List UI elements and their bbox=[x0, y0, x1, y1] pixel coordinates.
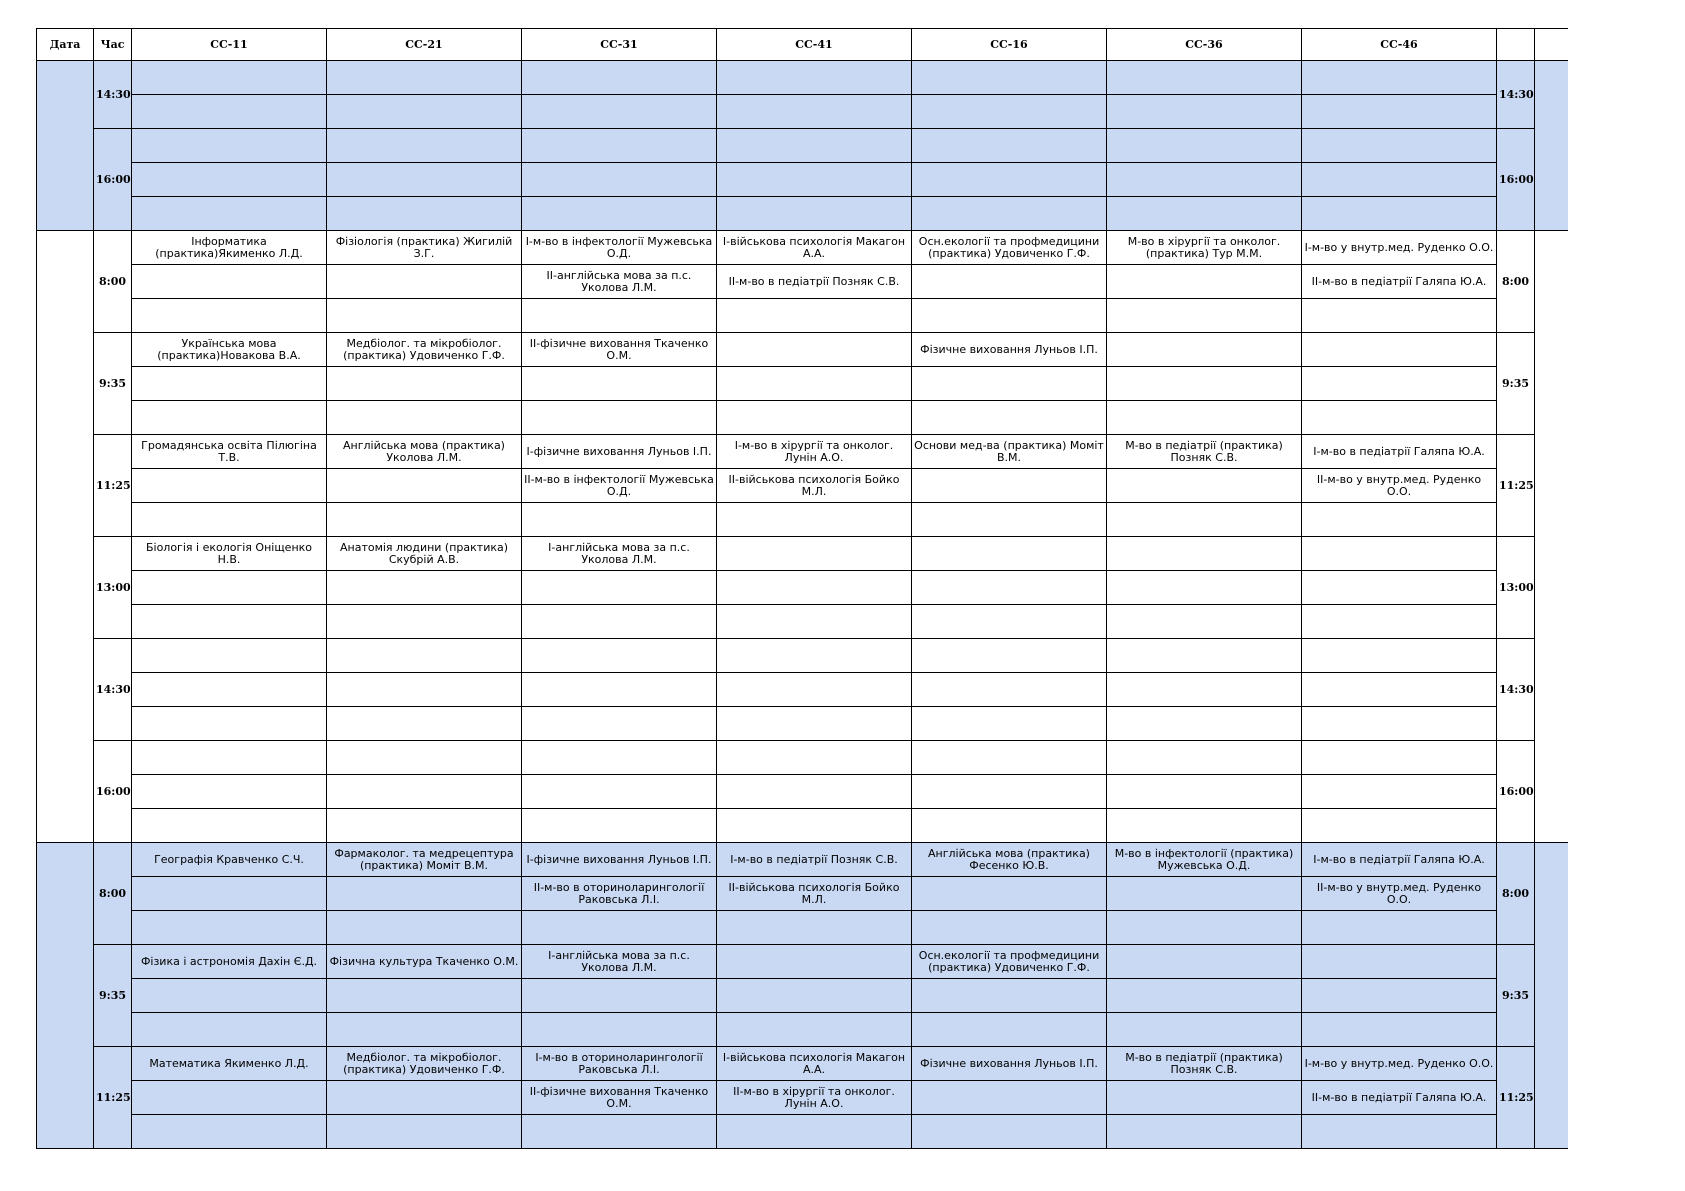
lesson-cell bbox=[522, 299, 717, 333]
lesson-cell bbox=[1302, 639, 1497, 673]
lesson-cell: М-во в інфектології (практика) Мужевська О.Д. bbox=[1107, 843, 1302, 877]
lesson-cell: І-м-во в хірургії та онколог. Лунін А.О. bbox=[717, 435, 912, 469]
schedule-row bbox=[37, 911, 1569, 945]
lesson-cell: ІІ-м-во у внутр.мед. Руденко О.О. bbox=[1302, 877, 1497, 911]
lesson-cell bbox=[1302, 299, 1497, 333]
day-label-cell bbox=[37, 843, 94, 1149]
time-cell-right: 9:35 bbox=[1497, 333, 1535, 435]
lesson-cell bbox=[717, 537, 912, 571]
lesson-cell bbox=[327, 605, 522, 639]
lesson-cell bbox=[717, 741, 912, 775]
lesson-cell: ІІ-м-во в інфектології Мужевська О.Д. bbox=[522, 469, 717, 503]
lesson-cell bbox=[132, 503, 327, 537]
lesson-cell bbox=[132, 809, 327, 843]
schedule-row bbox=[37, 639, 1569, 673]
lesson-cell: Англійська мова (практика) Фесенко Ю.В. bbox=[912, 843, 1107, 877]
lesson-cell: І-м-во в оториноларингології Раковська Л.І. bbox=[522, 1047, 717, 1081]
lesson-cell bbox=[1107, 809, 1302, 843]
lesson-cell bbox=[327, 979, 522, 1013]
lesson-cell bbox=[1107, 775, 1302, 809]
lesson-cell: І-англійська мова за п.с. Уколова Л.М. bbox=[522, 537, 717, 571]
time-cell-right: 14:30 bbox=[1497, 639, 1535, 741]
group-header: СС-46 bbox=[1302, 29, 1497, 61]
day-label-cell-right bbox=[1535, 61, 1569, 231]
lesson-cell: Англійська мова (практика) Уколова Л.М. bbox=[327, 435, 522, 469]
lesson-cell bbox=[327, 299, 522, 333]
lesson-cell bbox=[327, 911, 522, 945]
time-cell: 13:00 bbox=[94, 537, 132, 639]
lesson-cell bbox=[1302, 809, 1497, 843]
lesson-cell: ІІ-м-во в оториноларингології Раковська Л.І. bbox=[522, 877, 717, 911]
lesson-cell bbox=[132, 877, 327, 911]
lesson-cell bbox=[1302, 775, 1497, 809]
lesson-cell bbox=[1107, 1081, 1302, 1115]
lesson-cell bbox=[522, 61, 717, 95]
time-cell: 14:30 bbox=[94, 639, 132, 741]
lesson-cell bbox=[1302, 197, 1497, 231]
lesson-cell bbox=[522, 503, 717, 537]
lesson-cell: Інформатика (практика)Якименко Л.Д. bbox=[132, 231, 327, 265]
lesson-cell bbox=[717, 299, 912, 333]
schedule-row bbox=[37, 1081, 1569, 1115]
lesson-cell bbox=[912, 1115, 1107, 1149]
lesson-cell bbox=[1107, 299, 1302, 333]
lesson-cell bbox=[132, 299, 327, 333]
lesson-cell bbox=[327, 1115, 522, 1149]
lesson-cell bbox=[132, 911, 327, 945]
lesson-cell bbox=[132, 1081, 327, 1115]
lesson-cell bbox=[327, 163, 522, 197]
lesson-cell bbox=[132, 197, 327, 231]
schedule-row bbox=[37, 129, 1569, 163]
time-header: Час bbox=[94, 29, 132, 61]
schedule-table bbox=[36, 28, 1568, 1149]
lesson-cell bbox=[717, 639, 912, 673]
lesson-cell: І-фізичне виховання Луньов І.П. bbox=[522, 435, 717, 469]
lesson-cell bbox=[912, 707, 1107, 741]
lesson-cell bbox=[912, 1081, 1107, 1115]
lesson-cell bbox=[912, 605, 1107, 639]
schedule-row bbox=[37, 469, 1569, 503]
day-label-cell-right bbox=[1535, 231, 1569, 843]
lesson-cell bbox=[717, 1013, 912, 1047]
schedule-row bbox=[37, 265, 1569, 299]
schedule-sheet bbox=[36, 28, 1568, 1164]
lesson-cell bbox=[132, 129, 327, 163]
lesson-cell bbox=[522, 741, 717, 775]
lesson-cell bbox=[522, 809, 717, 843]
lesson-cell bbox=[1107, 877, 1302, 911]
lesson-cell bbox=[912, 877, 1107, 911]
day-label-cell bbox=[37, 231, 94, 843]
time-cell: 14:30 bbox=[94, 61, 132, 129]
lesson-cell: Медбіолог. та мікробіолог. (практика) Удовиченко Г.Ф. bbox=[327, 333, 522, 367]
lesson-cell bbox=[717, 197, 912, 231]
lesson-cell bbox=[717, 571, 912, 605]
group-header: СС-16 bbox=[912, 29, 1107, 61]
lesson-cell bbox=[1302, 503, 1497, 537]
lesson-cell bbox=[912, 469, 1107, 503]
lesson-cell bbox=[327, 197, 522, 231]
group-header: СС-41 bbox=[717, 29, 912, 61]
lesson-cell bbox=[522, 775, 717, 809]
lesson-cell bbox=[522, 401, 717, 435]
lesson-cell bbox=[912, 503, 1107, 537]
schedule-row bbox=[37, 299, 1569, 333]
lesson-cell bbox=[912, 401, 1107, 435]
time-cell: 16:00 bbox=[94, 129, 132, 231]
day-label-cell-right bbox=[1535, 843, 1569, 1149]
lesson-cell bbox=[327, 639, 522, 673]
schedule-row bbox=[37, 571, 1569, 605]
lesson-cell bbox=[522, 605, 717, 639]
schedule-row bbox=[37, 1047, 1569, 1081]
schedule-row bbox=[37, 1115, 1569, 1149]
lesson-cell bbox=[717, 163, 912, 197]
time-cell: 11:25 bbox=[94, 435, 132, 537]
lesson-cell bbox=[132, 1115, 327, 1149]
lesson-cell bbox=[1302, 673, 1497, 707]
lesson-cell bbox=[327, 877, 522, 911]
lesson-cell bbox=[1302, 95, 1497, 129]
lesson-cell: І-м-во у внутр.мед. Руденко О.О. bbox=[1302, 231, 1497, 265]
lesson-cell bbox=[327, 95, 522, 129]
lesson-cell: ІІ-м-во в педіатрії Позняк С.В. bbox=[717, 265, 912, 299]
time-cell-right: 14:30 bbox=[1497, 61, 1535, 129]
schedule-row bbox=[37, 843, 1569, 877]
time-cell: 9:35 bbox=[94, 945, 132, 1047]
lesson-cell bbox=[327, 571, 522, 605]
lesson-cell bbox=[1107, 979, 1302, 1013]
lesson-cell bbox=[522, 163, 717, 197]
lesson-cell bbox=[522, 1013, 717, 1047]
lesson-cell bbox=[717, 61, 912, 95]
lesson-cell bbox=[132, 163, 327, 197]
lesson-cell bbox=[912, 367, 1107, 401]
lesson-cell bbox=[327, 367, 522, 401]
lesson-cell bbox=[1302, 537, 1497, 571]
lesson-cell: ІІ-військова психологія Бойко М.Л. bbox=[717, 877, 912, 911]
lesson-cell bbox=[132, 95, 327, 129]
lesson-cell bbox=[1107, 1013, 1302, 1047]
lesson-cell bbox=[717, 401, 912, 435]
lesson-cell bbox=[327, 673, 522, 707]
lesson-cell: І-фізичне виховання Луньов І.П. bbox=[522, 843, 717, 877]
lesson-cell bbox=[912, 299, 1107, 333]
schedule-row bbox=[37, 775, 1569, 809]
lesson-cell bbox=[1107, 537, 1302, 571]
lesson-cell bbox=[132, 469, 327, 503]
lesson-cell bbox=[1302, 571, 1497, 605]
lesson-cell: Фізичне виховання Луньов І.П. bbox=[912, 1047, 1107, 1081]
time-cell: 8:00 bbox=[94, 231, 132, 333]
lesson-cell bbox=[327, 1013, 522, 1047]
lesson-cell: ІІ-військова психологія Бойко М.Л. bbox=[717, 469, 912, 503]
lesson-cell bbox=[132, 401, 327, 435]
lesson-cell bbox=[1107, 333, 1302, 367]
group-header: СС-11 bbox=[132, 29, 327, 61]
lesson-cell bbox=[912, 1013, 1107, 1047]
lesson-cell: Українська мова (практика)Новакова В.А. bbox=[132, 333, 327, 367]
lesson-cell: І-м-во в педіатрії Галяпа Ю.А. bbox=[1302, 435, 1497, 469]
schedule-row bbox=[37, 707, 1569, 741]
lesson-cell bbox=[1302, 979, 1497, 1013]
lesson-cell: Фізіологія (практика) Жигилій З.Г. bbox=[327, 231, 522, 265]
lesson-cell bbox=[717, 367, 912, 401]
lesson-cell bbox=[327, 809, 522, 843]
lesson-cell bbox=[717, 979, 912, 1013]
schedule-row bbox=[37, 537, 1569, 571]
lesson-cell: ІІ-англійська мова за п.с. Уколова Л.М. bbox=[522, 265, 717, 299]
time-cell-right: 11:25 bbox=[1497, 1047, 1535, 1149]
lesson-cell bbox=[1302, 741, 1497, 775]
lesson-cell bbox=[1302, 129, 1497, 163]
lesson-cell bbox=[717, 605, 912, 639]
lesson-cell: ІІ-фізичне виховання Ткаченко О.М. bbox=[522, 333, 717, 367]
lesson-cell bbox=[717, 333, 912, 367]
lesson-cell bbox=[327, 265, 522, 299]
lesson-cell: ІІ-м-во в хірургії та онколог. Лунін А.О. bbox=[717, 1081, 912, 1115]
schedule-row bbox=[37, 741, 1569, 775]
schedule-row bbox=[37, 367, 1569, 401]
schedule-row bbox=[37, 809, 1569, 843]
lesson-cell bbox=[912, 911, 1107, 945]
lesson-cell bbox=[717, 775, 912, 809]
lesson-cell bbox=[327, 469, 522, 503]
schedule-row bbox=[37, 61, 1569, 95]
lesson-cell: І-м-во у внутр.мед. Руденко О.О. bbox=[1302, 1047, 1497, 1081]
lesson-cell bbox=[522, 673, 717, 707]
time-cell-right: 8:00 bbox=[1497, 231, 1535, 333]
schedule-row bbox=[37, 95, 1569, 129]
schedule-row bbox=[37, 605, 1569, 639]
lesson-cell bbox=[1302, 401, 1497, 435]
lesson-cell: Фізика і астрономія Дахін Є.Д. bbox=[132, 945, 327, 979]
lesson-cell: ІІ-м-во в педіатрії Галяпа Ю.А. bbox=[1302, 1081, 1497, 1115]
lesson-cell: ІІ-м-во у внутр.мед. Руденко О.О. bbox=[1302, 469, 1497, 503]
lesson-cell bbox=[1107, 163, 1302, 197]
lesson-cell bbox=[327, 401, 522, 435]
schedule-row bbox=[37, 877, 1569, 911]
lesson-cell bbox=[1302, 333, 1497, 367]
lesson-cell bbox=[327, 61, 522, 95]
lesson-cell bbox=[717, 911, 912, 945]
lesson-cell: І-м-во в педіатрії Позняк С.В. bbox=[717, 843, 912, 877]
lesson-cell bbox=[1302, 1013, 1497, 1047]
lesson-cell bbox=[522, 979, 717, 1013]
lesson-cell bbox=[912, 265, 1107, 299]
lesson-cell bbox=[132, 571, 327, 605]
lesson-cell bbox=[912, 197, 1107, 231]
lesson-cell: Осн.екології та профмедицини (практика) Удовиченко Г.Ф. bbox=[912, 231, 1107, 265]
lesson-cell bbox=[522, 129, 717, 163]
lesson-cell bbox=[912, 741, 1107, 775]
lesson-cell bbox=[912, 775, 1107, 809]
schedule-body bbox=[37, 61, 1569, 1149]
lesson-cell bbox=[912, 639, 1107, 673]
lesson-cell bbox=[717, 95, 912, 129]
lesson-cell: Географія Кравченко С.Ч. bbox=[132, 843, 327, 877]
lesson-cell: І-англійська мова за п.с. Уколова Л.М. bbox=[522, 945, 717, 979]
lesson-cell bbox=[912, 95, 1107, 129]
lesson-cell: М-во в педіатрії (практика) Позняк С.В. bbox=[1107, 1047, 1302, 1081]
lesson-cell bbox=[522, 95, 717, 129]
lesson-cell bbox=[912, 809, 1107, 843]
lesson-cell bbox=[132, 367, 327, 401]
lesson-cell bbox=[1107, 469, 1302, 503]
lesson-cell bbox=[1107, 741, 1302, 775]
lesson-cell bbox=[1107, 197, 1302, 231]
lesson-cell bbox=[1302, 163, 1497, 197]
lesson-cell bbox=[1107, 503, 1302, 537]
lesson-cell bbox=[717, 1115, 912, 1149]
lesson-cell: Осн.екології та профмедицини (практика) Удовиченко Г.Ф. bbox=[912, 945, 1107, 979]
lesson-cell bbox=[522, 1115, 717, 1149]
time-cell: 9:35 bbox=[94, 333, 132, 435]
time-cell-right: 16:00 bbox=[1497, 129, 1535, 231]
lesson-cell bbox=[327, 129, 522, 163]
lesson-cell bbox=[132, 741, 327, 775]
lesson-cell bbox=[717, 945, 912, 979]
lesson-cell bbox=[717, 503, 912, 537]
lesson-cell bbox=[522, 639, 717, 673]
header-row bbox=[37, 29, 1569, 61]
lesson-cell bbox=[912, 537, 1107, 571]
lesson-cell bbox=[1107, 639, 1302, 673]
lesson-cell bbox=[132, 1013, 327, 1047]
lesson-cell bbox=[1302, 945, 1497, 979]
lesson-cell bbox=[1107, 911, 1302, 945]
lesson-cell bbox=[327, 707, 522, 741]
lesson-cell: І-м-во в педіатрії Галяпа Ю.А. bbox=[1302, 843, 1497, 877]
lesson-cell bbox=[1107, 945, 1302, 979]
lesson-cell bbox=[1107, 129, 1302, 163]
lesson-cell bbox=[717, 707, 912, 741]
lesson-cell bbox=[522, 571, 717, 605]
lesson-cell bbox=[132, 639, 327, 673]
day-label-cell bbox=[37, 61, 94, 231]
lesson-cell: М-во в педіатрії (практика) Позняк С.В. bbox=[1107, 435, 1302, 469]
lesson-cell bbox=[717, 129, 912, 163]
time-cell-right: 9:35 bbox=[1497, 945, 1535, 1047]
lesson-cell bbox=[1107, 605, 1302, 639]
lesson-cell bbox=[522, 367, 717, 401]
lesson-cell: ІІ-фізичне виховання Ткаченко О.М. bbox=[522, 1081, 717, 1115]
lesson-cell bbox=[327, 775, 522, 809]
lesson-cell bbox=[327, 503, 522, 537]
lesson-cell bbox=[1107, 265, 1302, 299]
lesson-cell: М-во в хірургії та онколог. (практика) Тур М.М. bbox=[1107, 231, 1302, 265]
schedule-row bbox=[37, 945, 1569, 979]
lesson-cell: І-військова психологія Макагон А.А. bbox=[717, 1047, 912, 1081]
lesson-cell bbox=[132, 673, 327, 707]
schedule-row bbox=[37, 163, 1569, 197]
lesson-cell: Математика Якименко Л.Д. bbox=[132, 1047, 327, 1081]
lesson-cell bbox=[1107, 673, 1302, 707]
schedule-row bbox=[37, 979, 1569, 1013]
lesson-cell bbox=[1107, 367, 1302, 401]
lesson-cell bbox=[1302, 605, 1497, 639]
lesson-cell bbox=[1107, 707, 1302, 741]
time-cell-right: 11:25 bbox=[1497, 435, 1535, 537]
lesson-cell: І-м-во в інфектології Мужевська О.Д. bbox=[522, 231, 717, 265]
lesson-cell bbox=[717, 809, 912, 843]
lesson-cell: Біологія і екологія Оніщенко Н.В. bbox=[132, 537, 327, 571]
lesson-cell bbox=[912, 61, 1107, 95]
lesson-cell bbox=[1107, 1115, 1302, 1149]
lesson-cell: Фізична культура Ткаченко О.М. bbox=[327, 945, 522, 979]
lesson-cell bbox=[1302, 61, 1497, 95]
schedule-row bbox=[37, 1013, 1569, 1047]
time-header-right bbox=[1497, 29, 1535, 61]
lesson-cell bbox=[912, 129, 1107, 163]
lesson-cell: Медбіолог. та мікробіолог. (практика) Удовиченко Г.Ф. bbox=[327, 1047, 522, 1081]
schedule-row bbox=[37, 197, 1569, 231]
time-cell-right: 16:00 bbox=[1497, 741, 1535, 843]
lesson-cell: Основи мед-ва (практика) Моміт В.М. bbox=[912, 435, 1107, 469]
lesson-cell bbox=[1302, 367, 1497, 401]
lesson-cell bbox=[717, 673, 912, 707]
schedule-row bbox=[37, 333, 1569, 367]
lesson-cell bbox=[132, 707, 327, 741]
lesson-cell: Громадянська освіта Пілюгіна Т.В. bbox=[132, 435, 327, 469]
lesson-cell bbox=[327, 1081, 522, 1115]
time-cell-right: 8:00 bbox=[1497, 843, 1535, 945]
lesson-cell bbox=[132, 775, 327, 809]
lesson-cell bbox=[912, 163, 1107, 197]
group-header: СС-31 bbox=[522, 29, 717, 61]
schedule-row bbox=[37, 503, 1569, 537]
lesson-cell: Фармаколог. та медрецептура (практика) Моміт В.М. bbox=[327, 843, 522, 877]
lesson-cell bbox=[1107, 571, 1302, 605]
lesson-cell: І-військова психологія Макагон А.А. bbox=[717, 231, 912, 265]
date-header-right bbox=[1535, 29, 1569, 61]
lesson-cell bbox=[1302, 911, 1497, 945]
lesson-cell bbox=[132, 979, 327, 1013]
lesson-cell bbox=[912, 571, 1107, 605]
lesson-cell bbox=[1302, 707, 1497, 741]
lesson-cell bbox=[1107, 401, 1302, 435]
lesson-cell bbox=[132, 265, 327, 299]
time-cell: 8:00 bbox=[94, 843, 132, 945]
lesson-cell bbox=[132, 605, 327, 639]
lesson-cell bbox=[522, 197, 717, 231]
group-header: СС-36 bbox=[1107, 29, 1302, 61]
lesson-cell bbox=[912, 979, 1107, 1013]
group-header: СС-21 bbox=[327, 29, 522, 61]
time-cell-right: 13:00 bbox=[1497, 537, 1535, 639]
lesson-cell bbox=[1302, 1115, 1497, 1149]
lesson-cell bbox=[522, 911, 717, 945]
lesson-cell bbox=[327, 741, 522, 775]
lesson-cell bbox=[522, 707, 717, 741]
schedule-row bbox=[37, 401, 1569, 435]
lesson-cell bbox=[1107, 95, 1302, 129]
lesson-cell: Фізичне виховання Луньов І.П. bbox=[912, 333, 1107, 367]
time-cell: 11:25 bbox=[94, 1047, 132, 1149]
schedule-row bbox=[37, 231, 1569, 265]
lesson-cell: Анатомія людини (практика) Скубрій А.В. bbox=[327, 537, 522, 571]
lesson-cell bbox=[132, 61, 327, 95]
lesson-cell: ІІ-м-во в педіатрії Галяпа Ю.А. bbox=[1302, 265, 1497, 299]
date-header: Дата bbox=[37, 29, 94, 61]
time-cell: 16:00 bbox=[94, 741, 132, 843]
lesson-cell bbox=[1107, 61, 1302, 95]
lesson-cell bbox=[912, 673, 1107, 707]
schedule-row bbox=[37, 435, 1569, 469]
schedule-row bbox=[37, 673, 1569, 707]
